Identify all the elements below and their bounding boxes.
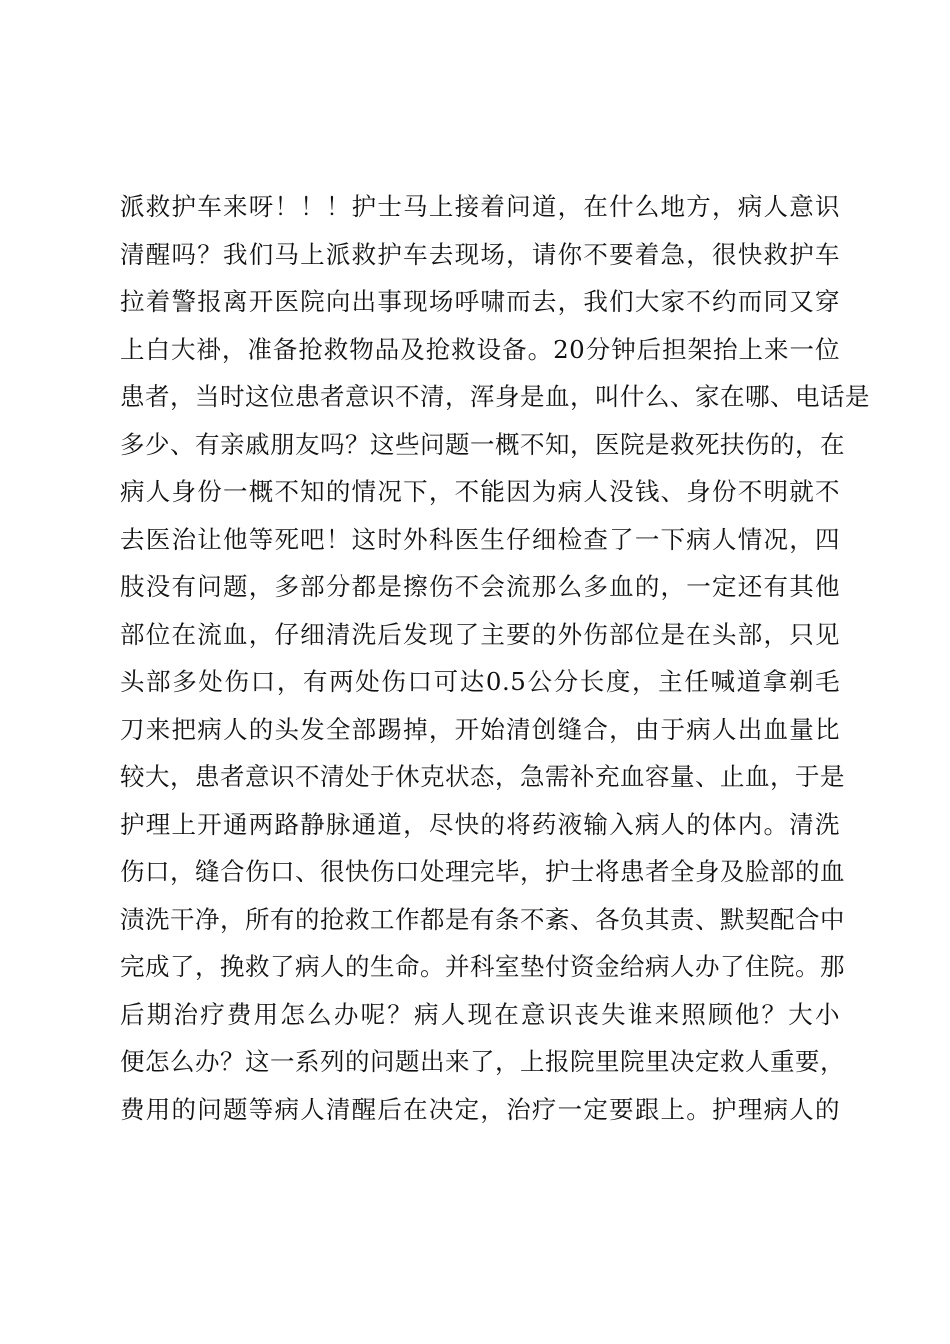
text-line-2: 清醒吗？我们马上派救护车去现场，请你不要着急，很快救护车 <box>120 239 840 269</box>
text-line-8: 去医治让他等死吧！这时外科医生仔细检查了一下病人情况，四 <box>120 524 840 554</box>
text-line-4: 上白大褂，准备抢救物品及抢救设备。20分钟后担架抬上来一位 <box>120 334 840 364</box>
text-line-16: 渍洗干净，所有的抢救工作都是有条不紊、各负其责、默契配合中 <box>120 904 845 934</box>
text-line-9: 肢没有问题，多部分都是擦伤不会流那么多血的，一定还有其他 <box>120 572 840 601</box>
text-line-5: 患者，当时这位患者意识不清，浑身是血，叫什么、家在哪、电话是 <box>120 382 870 411</box>
text-line-12: 刀来把病人的头发全部踢掉，开始清创缝合，由于病人出血量比 <box>120 714 840 744</box>
text-line-10: 部位在流血，仔细清洗后发现了主要的外伤部位是在头部，只见 <box>120 619 840 649</box>
text-line-7: 病人身份一概不知的情况下，不能因为病人没钱、身份不明就不 <box>120 477 840 506</box>
text-line-13: 较大，患者意识不清处于休克状态，急需补充血容量、止血，于是 <box>120 762 845 791</box>
text-line-17: 完成了，挽救了病人的生命。并科室垫付资金给病人办了住院。那 <box>120 952 845 981</box>
text-line-20: 费用的问题等病人清醒后在决定，治疗一定要跟上。护理病人的 <box>120 1094 840 1124</box>
text-line-1: 派救护车来呀！！！护士马上接着问道，在什么地方，病人意识 <box>120 192 840 221</box>
text-line-15: 伤口，缝合伤口、很快伤口处理完毕，护士将患者全身及脸部的血 <box>120 857 845 886</box>
text-line-18: 后期治疗费用怎么办呢？病人现在意识丧失谁来照顾他？大小 <box>120 999 840 1029</box>
text-line-14: 护理上开通两路静脉通道，尽快的将药液输入病人的体内。清洗 <box>120 809 840 839</box>
text-line-3: 拉着警报离开医院向出事现场呼啸而去，我们大家不约而同又穿 <box>120 287 840 316</box>
body-text <box>120 183 870 1133</box>
text-line-11: 头部多处伤口，有两处伤口可达0.5公分长度，主任喊道拿剃毛 <box>120 667 840 696</box>
text-line-19: 便怎么办？这一系列的问题出来了，上报院里院里决定救人重要， <box>120 1047 845 1076</box>
text-line-6: 多少、有亲戚朋友吗？这些问题一概不知，医院是救死扶伤的，在 <box>120 429 845 459</box>
